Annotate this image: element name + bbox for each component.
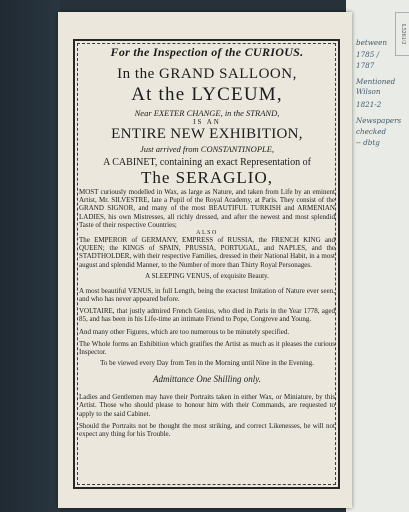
also-line: ALSO <box>196 230 218 237</box>
annotation-line-3: 1787 <box>356 61 375 70</box>
viewing-hours: To be viewed every Day from Ten in the Morning until Nine in the Evening. <box>100 359 314 368</box>
annotation-line-1: between <box>356 38 388 47</box>
annotation-line-2: 1785 / <box>356 50 379 59</box>
poster-header: For the Inspection of the CURIOUS. <box>110 45 304 59</box>
paragraph-portraits: Ladies and Gentlemen may have their Portraits taken in either Wax, or Miniature, by this Artist. Those who should please to honour him with their Commands, are requested to apply to the said Cabinet. <box>79 393 335 418</box>
paragraph-whole-exhibition: The Whole forms an Exhibition which gratifies the Artist as much as it pleases the curious Inspector. <box>79 339 335 357</box>
paragraph-voltaire: VOLTAIRE, that justly admired French Genius, who died in Paris in the Year 1778, aged 85, and has been in his Life-time an intimate Friend to Pope, Congreve and Young. <box>79 307 335 324</box>
paragraph-other-figures: And many other Figures, which are too numerous to be minutely specified. <box>79 327 290 336</box>
is-an-line: IS AN <box>193 118 221 126</box>
annotation-line-9: -- dbtg <box>356 138 380 147</box>
backdrop-left <box>0 0 60 512</box>
admittance-line: Admittance One Shilling only. <box>153 374 261 385</box>
annotation-line-5: Wilson <box>356 87 381 96</box>
arrival-line: Just arrived from CONSTANTINOPLE, <box>139 144 275 154</box>
annotation-line-7: Newspapers <box>356 116 402 125</box>
annotation-line-6: 1821-2 <box>356 100 382 109</box>
venue-line-2: At the LYCEUM, <box>131 84 283 105</box>
venue-line-1: In the GRAND SALLOON, <box>117 66 297 82</box>
paragraph-venus: A most beautiful VENUS, in full Length, being the exactest Imitation of Nature ever seen, and who has never appeared before. <box>79 286 335 304</box>
paragraph-royal-figures: The EMPEROR of GERMANY, EMPRESS of RUSSIA, the FRENCH KING and QUEEN; the KINGS of SPAIN, PRUSSIA, PORTUGAL, and NAPLES, and the STADTHOLDER, with their respective Families, dressed in their National Habit, in a most august and splendid Manner, to the Number of more than Thirty Royal Personages. <box>79 236 335 269</box>
cabinet-line: A CABINET, containing an exact Representation of <box>103 157 311 168</box>
poster-title: The SERAGLIO, <box>141 168 273 187</box>
paragraph-wax-figures: MOST curiously modelled in Wax, as large as Nature, and taken from Life by an eminent Artist, Mr. SILVESTRE, late a Pupil of the Royal Academy, at Paris. They consist of the GRAND SIGNOR, and many of the most BEAUTIFUL TURKISH and ARMENIAN LADIES, his own Mistresses, all richly dressed, and after the newest and most splendid Taste of their respective Countries; <box>79 188 335 229</box>
exhibition-line: ENTIRE NEW EXHIBITION, <box>111 126 303 142</box>
paragraph-guarantee: Should the Portraits not be thought the most striking, and correct Likenesses, he will not expect any thing for his Trouble. <box>79 421 335 439</box>
poster-content <box>79 43 335 483</box>
sleeping-venus-line: A SLEEPING VENUS, of exquisite Beauty. <box>145 271 269 280</box>
annotation-line-8: checked <box>356 127 387 136</box>
archive-tab-label: L5261/2 <box>395 12 409 56</box>
location-line: Near EXETER CHANGE, in the STRAND, <box>134 108 280 118</box>
annotation-line-4: Mentioned <box>356 77 396 86</box>
